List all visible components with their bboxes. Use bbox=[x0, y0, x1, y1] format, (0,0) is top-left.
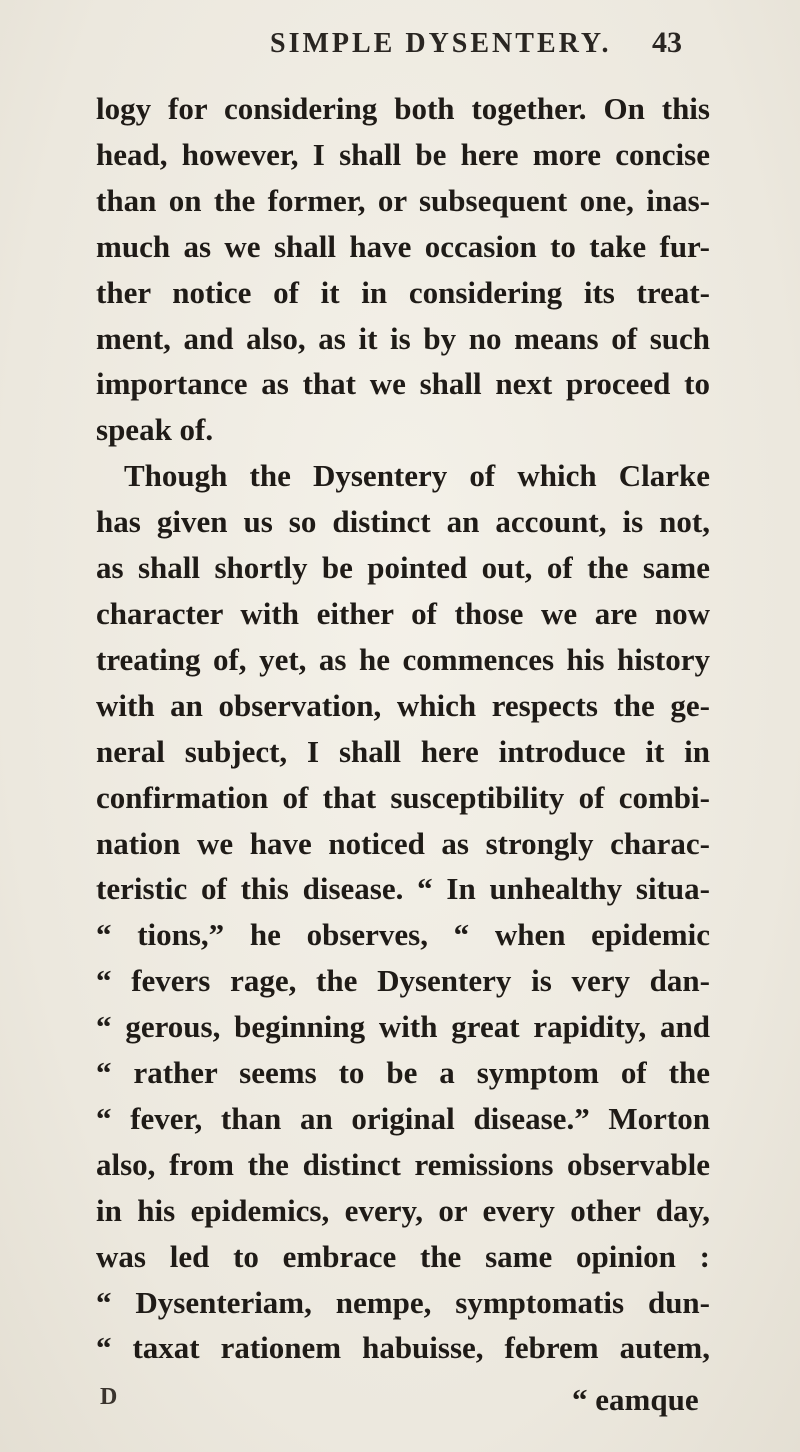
text-line: “ Dysenteriam, nempe, symptomatis dun- bbox=[96, 1284, 710, 1320]
text-line: “ fever, than an original disease.” Morton bbox=[96, 1100, 710, 1136]
text-line: “ fevers rage, the Dysentery is very dan- bbox=[96, 963, 710, 999]
text-line: character with either of those we are now bbox=[96, 595, 710, 631]
text-line: “ taxat rationem habuisse, febrem autem, bbox=[96, 1330, 710, 1366]
text-line: much as we shall have occasion to take fur- bbox=[96, 228, 710, 264]
text-line: teristic of this disease. “ In unhealthy situa- bbox=[96, 871, 710, 907]
text-line: confirmation of that susceptibility of combi- bbox=[96, 779, 710, 815]
text-line: “ gerous, beginning with great rapidity, and bbox=[96, 1009, 710, 1045]
text-line: Though the Dysentery of which Clarke bbox=[124, 458, 710, 494]
text-line: importance as that we shall next proceed to bbox=[96, 366, 710, 402]
text-line: head, however, I shall be here more concise bbox=[96, 136, 710, 172]
text-line: has given us so distinct an account, is not, bbox=[96, 504, 710, 540]
text-line: was led to embrace the same opinion : bbox=[96, 1238, 710, 1274]
page-number: 43 bbox=[652, 26, 682, 59]
text-line: than on the former, or subsequent one, inas- bbox=[96, 182, 710, 218]
text-line: in his epidemics, every, or every other day, bbox=[96, 1192, 710, 1228]
text-line: ther notice of it in considering its treat- bbox=[96, 274, 710, 310]
catchword: “ eamque bbox=[572, 1382, 699, 1417]
signature-mark: D bbox=[100, 1384, 118, 1410]
text-line: “ tions,” he observes, “ when epidemic bbox=[96, 917, 710, 953]
text-line: logy for considering both together. On this bbox=[96, 91, 710, 126]
text-line: treating of, yet, as he commences his history bbox=[96, 641, 710, 677]
text-line: as shall shortly be pointed out, of the same bbox=[96, 550, 710, 586]
body-text bbox=[96, 86, 710, 1371]
text-line: “ rather seems to be a symptom of the bbox=[96, 1055, 710, 1091]
text-line: with an observation, which respects the ge- bbox=[96, 687, 710, 723]
text-line: ment, and also, as it is by no means of such bbox=[96, 320, 710, 356]
text-line: also, from the distinct remissions observable bbox=[96, 1146, 710, 1182]
running-title: SIMPLE DYSENTERY. bbox=[270, 28, 612, 59]
text-line: nation we have noticed as strongly charac- bbox=[96, 825, 710, 861]
text-line: speak of. bbox=[96, 412, 214, 448]
text-line: neral subject, I shall here introduce it in bbox=[96, 733, 710, 769]
